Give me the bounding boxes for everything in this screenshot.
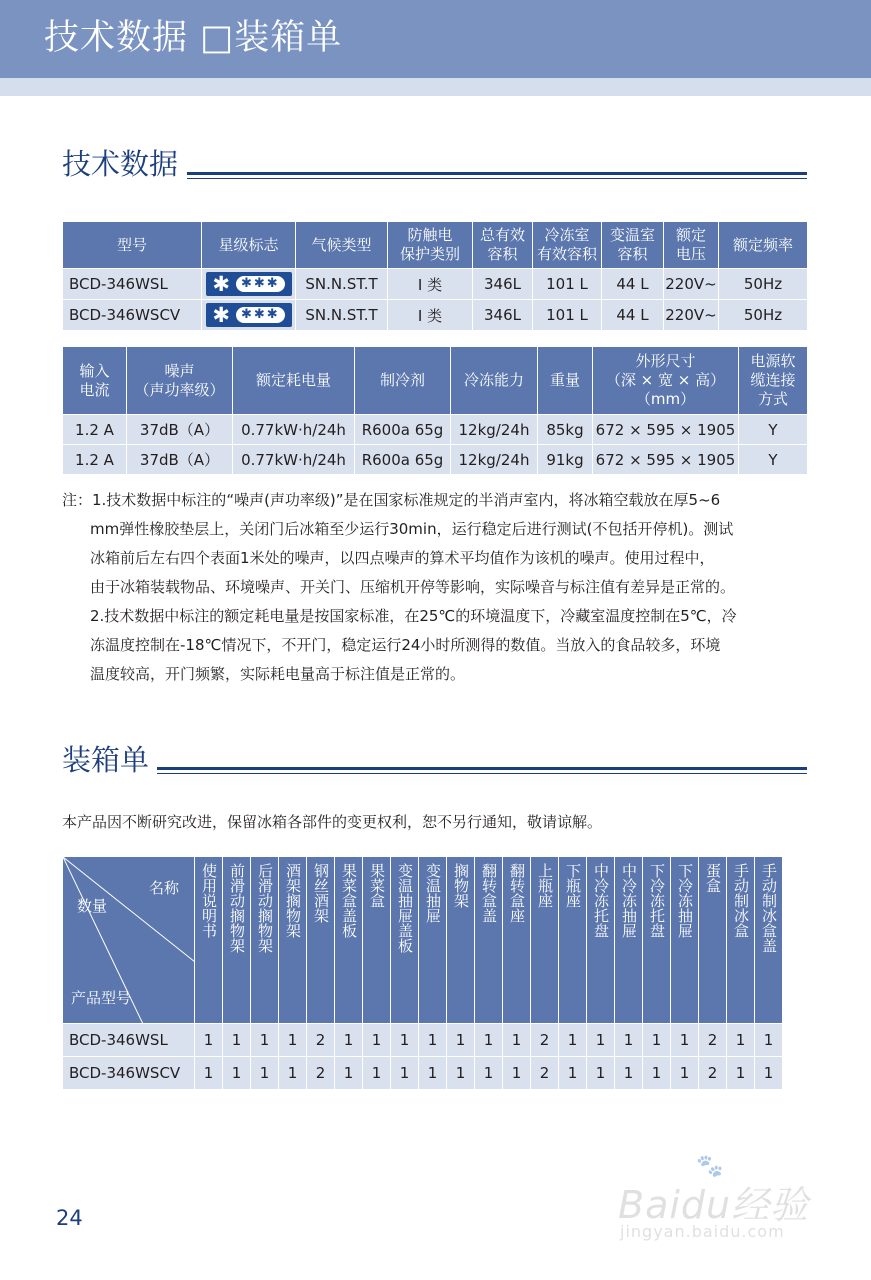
watermark-url: jingyan.baidu.com bbox=[620, 1222, 785, 1241]
header-input-current: 输入 电流 bbox=[63, 347, 127, 415]
cell-quantity: 1 bbox=[671, 1057, 699, 1090]
cell-power-cord: Y bbox=[739, 445, 808, 475]
corner-label-name: 名称 bbox=[149, 879, 180, 897]
cell-quantity: 1 bbox=[755, 1057, 783, 1090]
cell-star-badge bbox=[202, 300, 296, 331]
cell-quantity: 1 bbox=[615, 1024, 643, 1057]
header-refrigerant: 制冷剂 bbox=[355, 347, 451, 415]
cell-quantity: 1 bbox=[559, 1057, 587, 1090]
note-line: 由于冰箱装载物品、环境噪声、开关门、压缩机开停等影响，实际噪音与标注值有差异是正常的。 bbox=[90, 578, 736, 596]
cell-quantity: 1 bbox=[419, 1057, 447, 1090]
spec-table-1 bbox=[62, 221, 808, 331]
column-header-label: 果菜盒 bbox=[368, 863, 386, 908]
column-header-label: 果菜盒盖板 bbox=[340, 863, 358, 938]
cell-frequency: 50Hz bbox=[719, 269, 808, 300]
cell-quantity: 1 bbox=[643, 1057, 671, 1090]
header-weight: 重量 bbox=[538, 347, 593, 415]
cell-quantity: 1 bbox=[587, 1024, 615, 1057]
cell-quantity: 1 bbox=[587, 1057, 615, 1090]
cell-model: BCD-346WSCV bbox=[63, 300, 202, 331]
cell-quantity: 1 bbox=[223, 1057, 251, 1090]
table-row bbox=[63, 269, 808, 300]
column-header bbox=[531, 857, 559, 1024]
column-header bbox=[195, 857, 223, 1024]
cell-freezing-capacity: 12kg/24h bbox=[451, 445, 538, 475]
header-power-cord: 电源软 缆连接 方式 bbox=[739, 347, 808, 415]
cell-quantity: 1 bbox=[447, 1024, 475, 1057]
table-row bbox=[63, 445, 808, 475]
column-header-label: 下瓶座 bbox=[564, 863, 582, 908]
column-header bbox=[727, 857, 755, 1024]
column-header-label: 使用说明书 bbox=[200, 863, 218, 938]
column-header bbox=[503, 857, 531, 1024]
cell-shock-class: I 类 bbox=[388, 269, 473, 300]
cell-variable-volume: 44 L bbox=[602, 269, 664, 300]
cell-quantity: 1 bbox=[363, 1024, 391, 1057]
column-header-label: 上瓶座 bbox=[536, 863, 554, 908]
watermark-word: Baidu经验 bbox=[618, 1183, 810, 1227]
corner-header bbox=[63, 857, 195, 1024]
header-frequency: 额定频率 bbox=[719, 222, 808, 269]
column-header bbox=[391, 857, 419, 1024]
cell-noise: 37dB（A） bbox=[127, 415, 233, 445]
cell-dimensions: 672 × 595 × 1905 bbox=[593, 445, 739, 475]
cell-quantity: 1 bbox=[447, 1057, 475, 1090]
star-rating-badge bbox=[206, 303, 292, 327]
spec-table-2 bbox=[62, 346, 808, 475]
header-climate: 气候类型 bbox=[296, 222, 388, 269]
paw-icon: 🐾 bbox=[696, 1154, 724, 1179]
section-rule bbox=[187, 172, 807, 175]
cell-voltage: 220V~ bbox=[664, 269, 719, 300]
tech-section-header bbox=[62, 146, 807, 186]
cell-quantity: 1 bbox=[727, 1057, 755, 1090]
column-header bbox=[587, 857, 615, 1024]
cell-quantity: 1 bbox=[643, 1024, 671, 1057]
cell-shock-class: I 类 bbox=[388, 300, 473, 331]
header-noise: 噪声 （声功率级） bbox=[127, 347, 233, 415]
star-rating-badge bbox=[206, 272, 292, 296]
column-header-label: 手动制冰盒盖 bbox=[760, 863, 778, 953]
cell-freezer-volume: 101 L bbox=[533, 269, 602, 300]
cell-frequency: 50Hz bbox=[719, 300, 808, 331]
cell-quantity: 2 bbox=[699, 1024, 727, 1057]
column-header bbox=[475, 857, 503, 1024]
cell-refrigerant: R600a 65g bbox=[355, 445, 451, 475]
cell-quantity: 1 bbox=[363, 1057, 391, 1090]
cell-power-consumption: 0.77kW·h/24h bbox=[233, 445, 355, 475]
packing-table bbox=[62, 856, 783, 1090]
header-model: 型号 bbox=[63, 222, 202, 269]
column-header-label: 中冷冻托盘 bbox=[592, 863, 610, 938]
column-header-label: 蛋盒 bbox=[704, 863, 722, 893]
column-header-label: 中冷冻抽屉 bbox=[620, 863, 638, 938]
column-header-label: 前滑动搁物架 bbox=[228, 863, 246, 953]
column-header bbox=[699, 857, 727, 1024]
note-line: mm弹性橡胶垫层上，关闭门后冰箱至少运行30min，运行稳定后进行测试(不包括开停机)。测试 bbox=[90, 520, 734, 538]
column-header bbox=[419, 857, 447, 1024]
table-row bbox=[63, 415, 808, 445]
cell-input-current: 1.2 A bbox=[63, 445, 127, 475]
notes-block bbox=[62, 486, 827, 689]
cell-quantity: 1 bbox=[559, 1024, 587, 1057]
banner-strip bbox=[0, 78, 871, 96]
column-header-label: 下冷冻抽屉 bbox=[676, 863, 694, 938]
cell-quantity: 1 bbox=[335, 1024, 363, 1057]
cell-freezing-capacity: 12kg/24h bbox=[451, 415, 538, 445]
cell-quantity: 2 bbox=[307, 1057, 335, 1090]
cell-quantity: 1 bbox=[419, 1024, 447, 1057]
cell-quantity: 2 bbox=[307, 1024, 335, 1057]
column-header-label: 变温抽屉 bbox=[424, 863, 442, 923]
column-header bbox=[251, 857, 279, 1024]
cell-voltage: 220V~ bbox=[664, 300, 719, 331]
column-header bbox=[335, 857, 363, 1024]
cell-quantity: 2 bbox=[531, 1057, 559, 1090]
cell-quantity: 1 bbox=[727, 1024, 755, 1057]
header-shock-class: 防触电 保护类别 bbox=[388, 222, 473, 269]
note-line: 2.技术数据中标注的额定耗电量是按国家标准，在25℃的环境温度下，冷藏室温度控制在5℃，冷 bbox=[90, 607, 737, 625]
cell-model: BCD-346WSL bbox=[63, 1024, 195, 1057]
cell-star-badge bbox=[202, 269, 296, 300]
cell-quantity: 1 bbox=[279, 1057, 307, 1090]
cell-quantity: 1 bbox=[755, 1024, 783, 1057]
cell-power-consumption: 0.77kW·h/24h bbox=[233, 415, 355, 445]
cell-power-cord: Y bbox=[739, 415, 808, 445]
section-rule-thin bbox=[187, 178, 807, 179]
three-star-icon: ✱✱✱ bbox=[236, 276, 285, 292]
table-row bbox=[63, 1024, 783, 1057]
note-line: 温度较高，开门频繁，实际耗电量高于标注值是正常的。 bbox=[90, 665, 466, 683]
cell-refrigerant: R600a 65g bbox=[355, 415, 451, 445]
cell-model: BCD-346WSCV bbox=[63, 1057, 195, 1090]
column-header-label: 手动制冰盒 bbox=[732, 863, 750, 938]
cell-quantity: 1 bbox=[251, 1024, 279, 1057]
cell-climate: SN.N.ST.T bbox=[296, 269, 388, 300]
cell-quantity: 2 bbox=[699, 1057, 727, 1090]
cell-quantity: 1 bbox=[279, 1024, 307, 1057]
header-dimensions: 外形尺寸 （深 × 宽 × 高） （mm） bbox=[593, 347, 739, 415]
cell-model: BCD-346WSL bbox=[63, 269, 202, 300]
cell-quantity: 1 bbox=[671, 1024, 699, 1057]
header-variable-volume: 变温室 容积 bbox=[602, 222, 664, 269]
column-header-label: 翻转盒盖 bbox=[480, 863, 498, 923]
column-header bbox=[615, 857, 643, 1024]
cell-quantity: 1 bbox=[223, 1024, 251, 1057]
note-line: 注：1.技术数据中标注的“噪声(声功率级)”是在国家标准规定的半消声室内，将冰箱空载放在厚5~6 bbox=[62, 491, 721, 509]
column-header-label: 钢丝酒架 bbox=[312, 863, 330, 923]
packing-intro: 本产品因不断研究改进，保留冰箱各部件的变更权利，恕不另行通知，敬请谅解。 bbox=[62, 813, 603, 831]
cell-noise: 37dB（A） bbox=[127, 445, 233, 475]
cell-quantity: 1 bbox=[391, 1024, 419, 1057]
column-header bbox=[307, 857, 335, 1024]
column-header bbox=[223, 857, 251, 1024]
cell-quantity: 1 bbox=[503, 1057, 531, 1090]
section-rule bbox=[157, 767, 807, 770]
column-header bbox=[447, 857, 475, 1024]
header-power-consumption: 额定耗电量 bbox=[233, 347, 355, 415]
tech-section-title: 技术数据 bbox=[62, 147, 179, 181]
column-header bbox=[755, 857, 783, 1024]
cell-freezer-volume: 101 L bbox=[533, 300, 602, 331]
corner-label-model: 产品型号 bbox=[71, 989, 132, 1007]
column-header-label: 搁物架 bbox=[452, 863, 470, 908]
note-line: 冻温度控制在-18℃情况下，不开门，稳定运行24小时所测得的数值。当放入的食品较多，环境 bbox=[90, 636, 721, 654]
cell-input-current: 1.2 A bbox=[63, 415, 127, 445]
baidu-watermark bbox=[600, 1150, 840, 1250]
column-header bbox=[671, 857, 699, 1024]
header-total-volume: 总有效 容积 bbox=[473, 222, 533, 269]
table-row bbox=[63, 1057, 783, 1090]
cell-dimensions: 672 × 595 × 1905 bbox=[593, 415, 739, 445]
column-header bbox=[643, 857, 671, 1024]
header-voltage: 额定 电压 bbox=[664, 222, 719, 269]
cell-weight: 91kg bbox=[538, 445, 593, 475]
column-header-label: 变温抽屉盖板 bbox=[396, 863, 414, 953]
column-header bbox=[559, 857, 587, 1024]
packing-section-header bbox=[62, 742, 807, 782]
cell-total-volume: 346L bbox=[473, 300, 533, 331]
header-freezing-capacity: 冷冻能力 bbox=[451, 347, 538, 415]
header-star-rating: 星级标志 bbox=[202, 222, 296, 269]
cell-climate: SN.N.ST.T bbox=[296, 300, 388, 331]
freezer-star-icon: ✱ bbox=[212, 303, 230, 327]
cell-variable-volume: 44 L bbox=[602, 300, 664, 331]
cell-weight: 85kg bbox=[538, 415, 593, 445]
packing-section-title: 装箱单 bbox=[62, 743, 150, 777]
cell-quantity: 1 bbox=[475, 1057, 503, 1090]
cell-quantity: 1 bbox=[195, 1057, 223, 1090]
cell-quantity: 1 bbox=[615, 1057, 643, 1090]
cell-quantity: 2 bbox=[531, 1024, 559, 1057]
corner-label-qty: 数量 bbox=[77, 897, 108, 915]
three-star-icon: ✱✱✱ bbox=[236, 307, 285, 323]
cell-quantity: 1 bbox=[251, 1057, 279, 1090]
cell-total-volume: 346L bbox=[473, 269, 533, 300]
column-header-label: 下冷冻托盘 bbox=[648, 863, 666, 938]
column-header-label: 翻转盒座 bbox=[508, 863, 526, 923]
cell-quantity: 1 bbox=[195, 1024, 223, 1057]
freezer-star-icon: ✱ bbox=[212, 272, 230, 296]
header-freezer-volume: 冷冻室 有效容积 bbox=[533, 222, 602, 269]
cell-quantity: 1 bbox=[475, 1024, 503, 1057]
page-number: 24 bbox=[56, 1206, 83, 1230]
column-header-label: 后滑动搁物架 bbox=[256, 863, 274, 953]
note-line: 冰箱前后左右四个表面1米处的噪声，以四点噪声的算术平均值作为该机的噪声。使用过程中， bbox=[90, 549, 715, 567]
cell-quantity: 1 bbox=[503, 1024, 531, 1057]
column-header-label: 酒架搁物架 bbox=[284, 863, 302, 938]
column-header bbox=[363, 857, 391, 1024]
page-title: 技术数据 □装箱单 bbox=[44, 18, 343, 58]
cell-quantity: 1 bbox=[391, 1057, 419, 1090]
section-rule-thin bbox=[157, 773, 807, 774]
table-row bbox=[63, 300, 808, 331]
column-header bbox=[279, 857, 307, 1024]
cell-quantity: 1 bbox=[335, 1057, 363, 1090]
